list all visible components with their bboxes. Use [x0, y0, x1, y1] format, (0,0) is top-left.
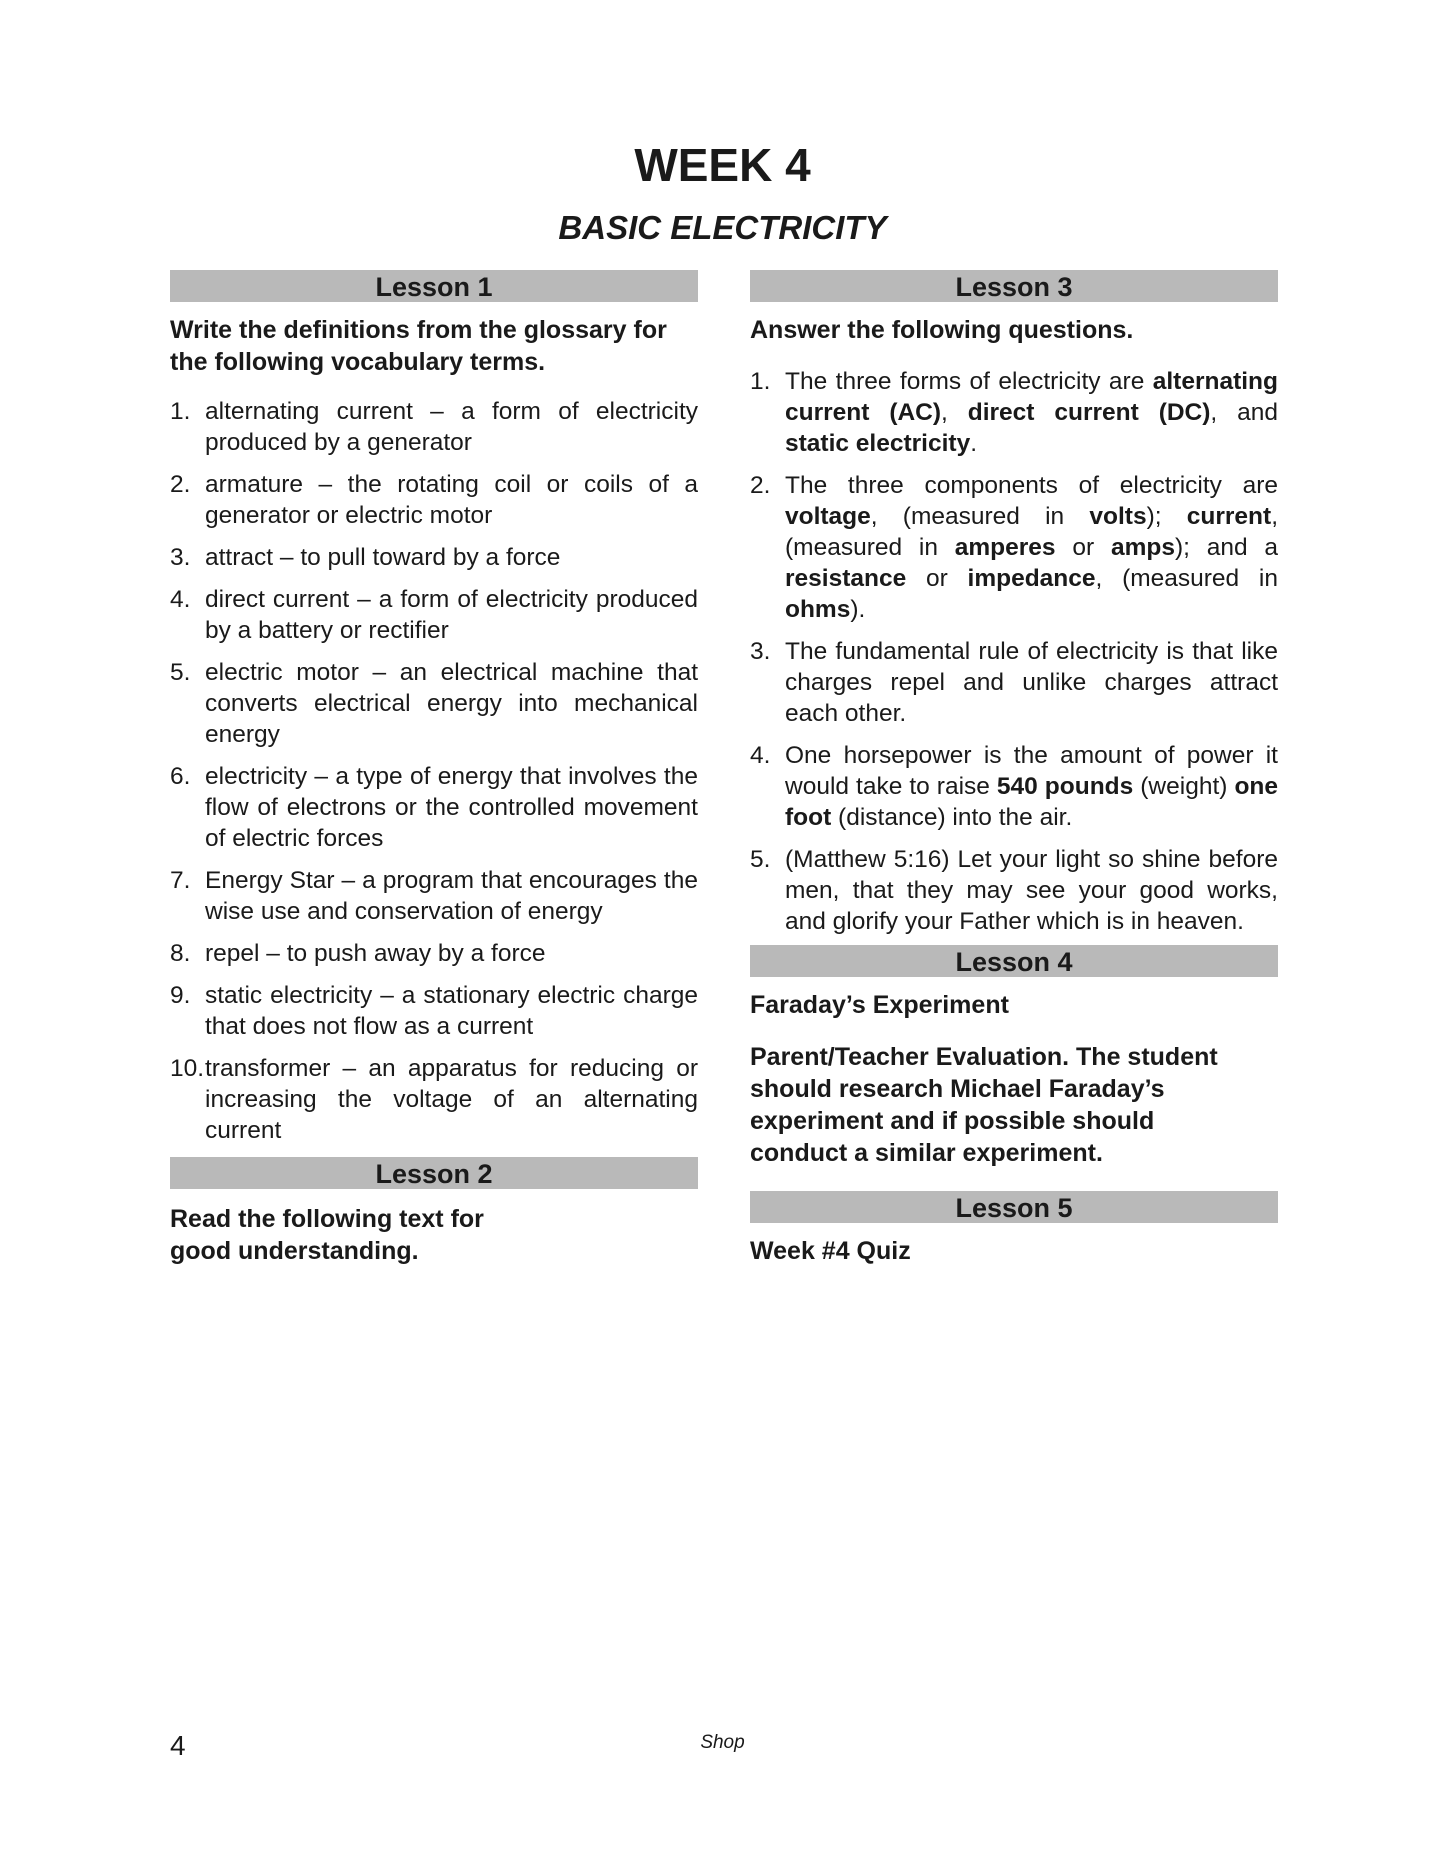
item-number: 3.: [750, 638, 771, 665]
list-item: [170, 396, 698, 458]
item-number: 2.: [170, 471, 191, 498]
item-number: 3.: [170, 544, 191, 571]
bold-term: voltage: [785, 503, 871, 530]
text-run: , (measured in: [1095, 565, 1278, 592]
item-text: electric motor – an electrical machine that converts electrical energy into mechanical energy: [205, 659, 698, 748]
lesson1-instruction: Write the definitions from the glossary for the following vocabulary terms.: [170, 316, 667, 376]
text-run: (distance) into the air.: [831, 804, 1073, 831]
item-text: electricity – a type of energy that involves the flow of electrons or the controlled movement of electric forces: [205, 763, 698, 852]
lesson4-evaluation: [750, 1041, 1278, 1169]
lesson4-line3: experiment and if possible should: [750, 1107, 1155, 1135]
bold-term: 540 pounds: [996, 773, 1134, 800]
lesson2-instruction: [170, 1203, 698, 1267]
item-text: direct current – a form of electricity produced by a battery or rectifier: [205, 586, 698, 644]
list-item: [750, 366, 1278, 459]
item-number: 4.: [750, 742, 771, 769]
list-item: [750, 636, 1278, 729]
text-run: The three components of electricity are: [785, 472, 1278, 499]
text-run: One horsepower is the amount of power it would take to raise: [785, 742, 1278, 800]
item-text: repel – to push away by a force: [205, 940, 546, 967]
text-run: ,: [941, 399, 968, 426]
lesson2-line2: good understanding.: [170, 1237, 419, 1265]
bold-term: alternating current (AC): [785, 368, 1278, 426]
item-text: The fundamental rule of electricity is that like charges repel and unlike charges attract each other.: [785, 638, 1278, 727]
text-run: The three forms of electricity are: [785, 368, 1153, 395]
lesson4-heading: Lesson 4: [750, 945, 1278, 977]
text-run: , and: [1210, 399, 1278, 426]
list-item: [170, 1053, 698, 1146]
bold-term: one foot: [785, 773, 1278, 831]
text-run: );: [1146, 503, 1187, 530]
page-number: 4: [170, 1730, 186, 1761]
page-title: WEEK 4: [634, 139, 811, 191]
item-number: 4.: [170, 586, 191, 613]
lesson3-heading: Lesson 3: [750, 270, 1278, 302]
text-run: , (measured in: [785, 503, 1278, 561]
text-run: ).: [850, 596, 866, 623]
text-run: or: [1055, 534, 1111, 561]
item-number: 7.: [170, 867, 191, 894]
text-run: .: [970, 430, 978, 457]
lesson3-instruction: Answer the following questions.: [750, 316, 1134, 344]
page-subtitle: BASIC ELECTRICITY: [558, 209, 887, 246]
item-number: 9.: [170, 982, 191, 1009]
list-item: [750, 844, 1278, 937]
list-item: [750, 470, 1278, 625]
item-number: 2.: [750, 472, 771, 499]
bold-term: static electricity: [785, 430, 971, 457]
question-list: [750, 366, 1278, 937]
vocabulary-list: [170, 396, 698, 1146]
lesson5-heading: Lesson 5: [750, 1191, 1278, 1223]
list-item: [170, 761, 698, 854]
list-item: [170, 469, 698, 531]
bold-term: resistance: [785, 565, 907, 592]
list-item: [170, 584, 698, 646]
bold-term: ohms: [785, 596, 851, 623]
text-run: ); and a: [1174, 534, 1278, 561]
item-text: attract – to pull toward by a force: [205, 544, 561, 571]
item-text: transformer – an apparatus for reducing or increasing the voltage of an alternating current: [205, 1055, 698, 1144]
bold-term: amperes: [954, 534, 1056, 561]
list-item: [170, 980, 698, 1042]
list-item: [750, 740, 1278, 833]
bold-term: direct current (DC): [967, 399, 1211, 426]
item-text: static electricity – a stationary electric charge that does not flow as a current: [205, 982, 698, 1040]
lesson5-text: Week #4 Quiz: [750, 1237, 911, 1265]
item-number: 1.: [750, 368, 771, 395]
item-text: (Matthew 5:16) Let your light so shine before men, that they may see your good works, and glorify your Father which is in heaven.: [785, 846, 1278, 935]
list-item: [170, 542, 698, 573]
lesson1-heading: Lesson 1: [170, 270, 698, 302]
bold-term: impedance: [967, 565, 1096, 592]
left-column: [170, 270, 698, 1267]
item-number: 5.: [170, 659, 191, 686]
lesson4-line4: conduct a similar experiment.: [750, 1139, 1103, 1167]
text-run: (weight): [1133, 773, 1235, 800]
lesson4-subtitle: Faraday’s Experiment: [750, 991, 1009, 1019]
bold-term: volts: [1089, 503, 1147, 530]
list-item: [170, 657, 698, 750]
lesson4-line2: should research Michael Faraday’s: [750, 1075, 1165, 1103]
item-number: 8.: [170, 940, 191, 967]
text-run: or: [906, 565, 968, 592]
lesson2-heading: Lesson 2: [170, 1157, 698, 1189]
lesson4-line1: Parent/Teacher Evaluation. The student: [750, 1043, 1218, 1071]
item-number: 10.: [170, 1055, 205, 1082]
lesson2-line1: Read the following text for: [170, 1205, 484, 1233]
list-item: [170, 865, 698, 927]
item-number: 6.: [170, 763, 191, 790]
right-column: [750, 270, 1278, 1267]
footer-book-title: Shop: [700, 1732, 745, 1753]
item-text: armature – the rotating coil or coils of a generator or electric motor: [205, 471, 698, 529]
item-number: 1.: [170, 398, 191, 425]
bold-term: amps: [1110, 534, 1175, 561]
list-item: [170, 938, 698, 969]
item-text: Energy Star – a program that encourages the wise use and conservation of energy: [205, 867, 698, 925]
item-text: alternating current – a form of electricity produced by a generator: [205, 398, 698, 456]
bold-term: current: [1186, 503, 1272, 530]
item-number: 5.: [750, 846, 771, 873]
text-run: , (measured in: [870, 503, 1090, 530]
